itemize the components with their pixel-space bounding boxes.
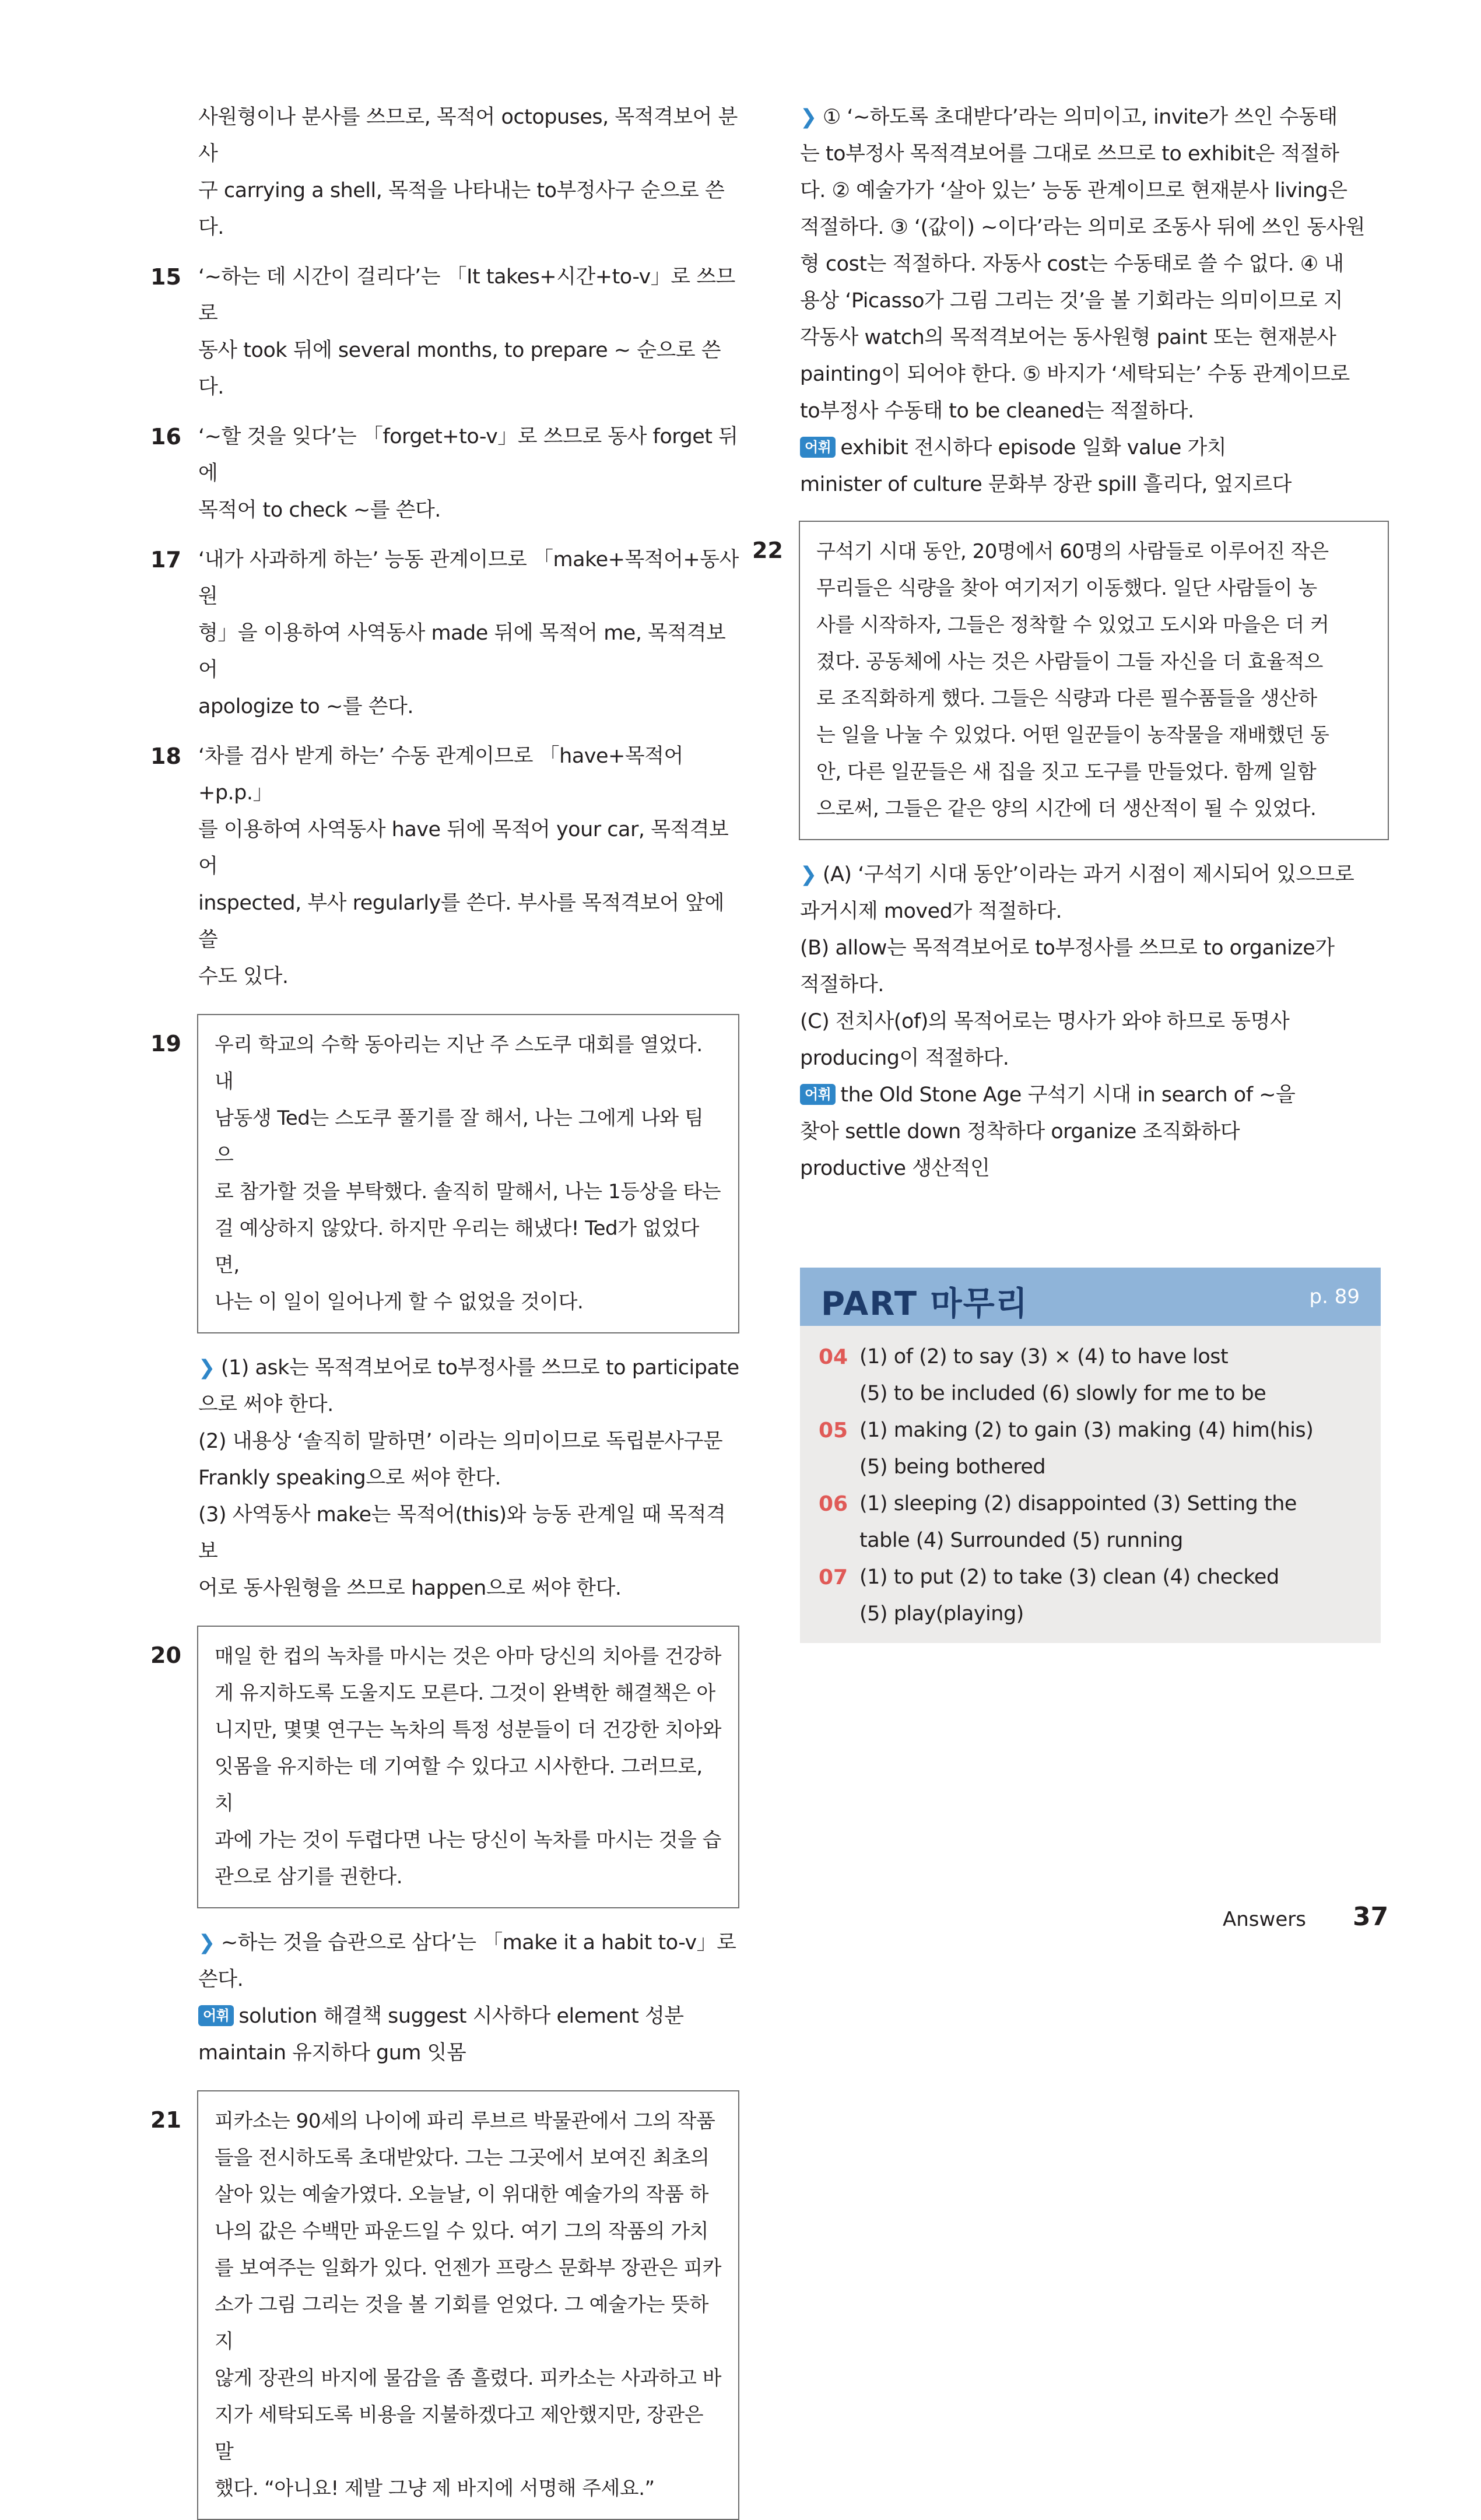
answer-line: ‘~하는 데 시간이 걸리다’는 「It takes+시간+to-v」로 쓰므로	[198, 265, 735, 325]
explanation-line: Frankly speaking으로 써야 한다.	[198, 1466, 501, 1490]
answer-line: (1) of (2) to say (3) × (4) to have lost	[859, 1345, 1229, 1368]
question-number: 16	[150, 424, 181, 450]
translation-line: 소가 그림 그리는 것을 볼 기회를 얻었다. 그 예술가는 뜻하지	[215, 2293, 708, 2353]
explanation-line: 는 to부정사 목적격보어를 그대로 쓰므로 to exhibit은 적절하	[800, 142, 1339, 166]
explanation-line: (B) allow는 목적격보어로 to부정사를 쓰므로 to organize가	[800, 936, 1335, 960]
explanation-line: ❯ ① ‘~하도록 초대받다’라는 의미이고, invite가 쓰인 수동태	[800, 106, 1338, 129]
explanation-line: producing이 적절하다.	[800, 1047, 1009, 1070]
question-20	[150, 1626, 739, 2072]
translation-box	[197, 1014, 739, 1333]
answer-line: ‘차를 검사 받게 하는’ 수동 관계이므로 「have+목적어+p.p.」	[198, 745, 683, 805]
translation-box	[799, 521, 1389, 840]
translation-box	[197, 2090, 739, 2520]
question-number: 19	[150, 1031, 181, 1057]
translation-line: 피카소는 90세의 나이에 파리 루브르 박물관에서 그의 작품	[215, 2110, 715, 2133]
question-22	[752, 521, 1389, 840]
answer-line: ‘~할 것을 잊다’는 「forget+to-v」로 쓰므로 동사 forget 뒤에	[198, 425, 738, 485]
vocab-line: 어휘 solution 해결책 suggest 시사하다 element 성분	[198, 1998, 739, 2035]
answer-line: table (4) Surrounded (5) running	[859, 1529, 1183, 1552]
answer-line: (1) making (2) to gain (3) making (4) him(his)	[859, 1419, 1314, 1442]
translation-line: 나의 값은 수백만 파운드일 수 있다. 여기 그의 작품의 가치	[215, 2220, 708, 2243]
question-number: 21	[150, 2107, 181, 2133]
explanation-line: 각동사 watch의 목적격보어는 동사원형 paint 또는 현재분사	[800, 326, 1336, 349]
explanation-line: 쓴다.	[198, 1968, 244, 1991]
arrow-icon: ❯	[800, 106, 817, 129]
explanation-line: painting이 되어야 한다. ⑤ 바지가 ‘세탁되는’ 수동 관계이므로	[800, 363, 1350, 386]
translation-line: 나는 이 일이 일어나게 할 수 없었을 것이다.	[215, 1290, 584, 1314]
translation-line: 로 참가할 것을 부탁했다. 솔직히 말해서, 나는 1등상을 타는	[215, 1180, 721, 1203]
answer-group	[819, 1339, 1381, 1412]
translation-line: 매일 한 컵의 녹차를 마시는 것은 아마 당신의 치아를 건강하	[215, 1645, 722, 1668]
question-16	[150, 419, 739, 529]
answer-number: 04	[819, 1345, 848, 1369]
translation-line: 니지만, 몇몇 연구는 녹차의 특정 성분들이 더 건강한 치아와	[215, 1718, 722, 1742]
explanation-line: to부정사 수동태 to be cleaned는 적절하다.	[800, 399, 1194, 423]
vocab-tag: 어휘	[800, 437, 836, 458]
question-number: 20	[150, 1642, 181, 1668]
translation-line: 했다. “아니요! 제발 그냥 제 바지에 서명해 주세요.”	[215, 2477, 655, 2500]
answer-line: (5) to be included (6) slowly for me to be	[859, 1382, 1266, 1405]
arrow-icon: ❯	[198, 1356, 215, 1380]
q21-explanation-block	[800, 99, 1389, 503]
translation-line: 않게 장관의 바지에 물감을 좀 흘렸다. 피카소는 사과하고 바	[215, 2367, 722, 2390]
left-column	[150, 99, 739, 2520]
translation-line: 구석기 시대 동안, 20명에서 60명의 사람들로 이루어진 작은	[816, 540, 1329, 563]
answer-line: (1) to put (2) to take (3) clean (4) checked	[859, 1566, 1279, 1589]
answer-number: 05	[819, 1419, 848, 1442]
vocab-line: minister of culture 문화부 장관 spill 흘리다, 엎지르다	[800, 473, 1292, 496]
question-19	[150, 1014, 739, 1607]
translation-box	[197, 1626, 739, 1908]
explanation-line: 용상 ‘Picasso가 그림 그리는 것’을 볼 기회라는 의미이므로 지	[800, 289, 1343, 313]
translation-line: 잇몸을 유지하는 데 기여할 수 있다고 시사한다. 그러므로, 치	[215, 1755, 703, 1815]
answer-line: ‘내가 사과하게 하는’ 능동 관계이므로 「make+목적어+동사원	[198, 548, 739, 608]
answer-line: inspected, 부사 regularly를 쓴다. 부사를 목적격보어 앞에 쓸	[198, 892, 724, 952]
explanation-line: (C) 전치사(of)의 목적어로는 명사가 와야 하므로 동명사	[800, 1010, 1290, 1033]
translation-line: 남동생 Ted는 스도쿠 풀기를 잘 해서, 나는 그에게 나와 팀으	[215, 1107, 704, 1167]
translation-line: 졌다. 공동체에 사는 것은 사람들이 그들 자신을 더 효율적으	[816, 650, 1324, 673]
explanation-line: 다. ② 예술가가 ‘살아 있는’ 능동 관계이므로 현재분사 living은	[800, 179, 1347, 202]
vocab-line: 어휘 exhibit 전시하다 episode 일화 value 가치	[800, 430, 1389, 466]
answer-number: 07	[819, 1566, 848, 1589]
translation-line: 살아 있는 예술가였다. 오늘날, 이 위대한 예술가의 작품 하	[215, 2183, 708, 2206]
explanation-line: (2) 내용상 ‘솔직히 말하면’ 이라는 의미이므로 독립분사구문	[198, 1430, 723, 1453]
question-number: 18	[150, 743, 181, 769]
translation-line: 걸 예상하지 않았다. 하지만 우리는 해냈다! Ted가 없었다면,	[215, 1217, 699, 1277]
translation-line: 우리 학교의 수학 동아리는 지난 주 스도쿠 대회를 열었다. 내	[215, 1033, 703, 1093]
answer-number: 06	[819, 1492, 848, 1516]
part-page-ref: p. 89	[1309, 1285, 1360, 1308]
answer-line: 를 이용하여 사역동사 have 뒤에 목적어 your car, 목적격보어	[198, 818, 729, 878]
part-title: PART 마무리	[821, 1285, 1029, 1323]
question-18	[150, 738, 739, 995]
vocab-line: 어휘 the Old Stone Age 구석기 시대 in search of ~을	[800, 1077, 1389, 1114]
q22-explanation-block	[800, 857, 1389, 1187]
explanation-block	[150, 1350, 739, 1607]
answer-line: (1) sleeping (2) disappointed (3) Setting the	[859, 1492, 1297, 1515]
vocab-line: productive 생산적인	[800, 1157, 990, 1180]
part-header	[800, 1268, 1381, 1326]
explanation-line: 형 cost는 적절하다. 자동사 cost는 수동태로 쓸 수 없다. ④ 내	[800, 252, 1344, 276]
part-answers	[800, 1326, 1381, 1643]
footer-label: Answers	[1223, 1908, 1306, 1931]
vocab-line: 찾아 settle down 정착하다 organize 조직화하다	[800, 1120, 1240, 1143]
explanation-block	[150, 1925, 739, 2072]
translation-line: 들을 전시하도록 초대받았다. 그는 그곳에서 보여진 최초의	[215, 2146, 710, 2170]
translation-line: 과에 가는 것이 두렵다면 나는 당신이 녹차를 마시는 것을 습	[215, 1828, 722, 1852]
explanation-line: 으로 써야 한다.	[198, 1393, 334, 1416]
translation-line: 안, 다른 일꾼들은 새 집을 짓고 도구를 만들었다. 함께 일함	[816, 760, 1317, 784]
translation-line: 지가 세탁되도록 비용을 지불하겠다고 제안했지만, 장관은 말	[215, 2403, 704, 2463]
explanation-line: 과거시제 moved가 적절하다.	[800, 900, 1062, 923]
question-15	[150, 259, 739, 406]
explanation-line: 적절하다. ③ ‘(값이) ~이다’라는 의미로 조동사 뒤에 쓰인 동사원	[800, 216, 1366, 239]
question-21	[150, 2090, 739, 2520]
explanation-line: ❯ ~하는 것을 습관으로 삼다’는 「make it a habit to-v」로	[198, 1931, 736, 1954]
page-number: 37	[1353, 1902, 1389, 1932]
intro-line-1: 사원형이나 분사를 쓰므로, 목적어 octopuses, 목적격보어 분사	[198, 106, 738, 166]
explanation-line: 적절하다.	[800, 973, 884, 996]
translation-line: 로 조직화하게 했다. 그들은 식량과 다른 필수품들을 생산하	[816, 687, 1317, 710]
translation-line: 는 일을 나눌 수 있었다. 어떤 일꾼들이 농작물을 재배했던 동	[816, 724, 1329, 747]
question-17	[150, 542, 739, 725]
explanation-line: ❯ (1) ask는 목적격보어로 to부정사를 쓰므로 to participate	[198, 1356, 739, 1380]
vocab-line: maintain 유지하다 gum 잇몸	[198, 2041, 466, 2065]
translation-line: 으로써, 그들은 같은 양의 시간에 더 생산적이 될 수 있었다.	[816, 797, 1317, 820]
answer-line: (5) being bothered	[859, 1455, 1046, 1479]
translation-line: 를 보여주는 일화가 있다. 언젠가 프랑스 문화부 장관은 피카	[215, 2256, 722, 2280]
answer-line: apologize to ~를 쓴다.	[198, 695, 413, 718]
answer-group	[819, 1486, 1381, 1559]
vocab-tag: 어휘	[198, 2005, 234, 2026]
intro-block	[150, 99, 739, 246]
translation-line: 게 유지하도록 도울지도 모른다. 그것이 완벽한 해결책은 아	[215, 1682, 715, 1705]
intro-line-2: 구 carrying a shell, 목적을 나타내는 to부정사구 순으로 쓴다.	[198, 179, 725, 239]
question-number: 15	[150, 264, 181, 290]
arrow-icon: ❯	[800, 863, 817, 886]
answer-group	[819, 1559, 1381, 1633]
answer-line: 목적어 to check ~를 쓴다.	[198, 499, 441, 522]
answer-group	[819, 1412, 1381, 1486]
vocab-tag: 어휘	[800, 1084, 836, 1105]
answer-line: 동사 took 뒤에 several months, to prepare ~ 순으로 쓴다.	[198, 339, 721, 399]
translation-line: 사를 시작하자, 그들은 정착할 수 있었고 도시와 마을은 더 커	[816, 613, 1329, 637]
translation-line: 관으로 삼기를 권한다.	[215, 1865, 403, 1889]
question-number: 17	[150, 547, 181, 573]
answer-line: (5) play(playing)	[859, 1602, 1024, 1626]
answer-line: 수도 있다.	[198, 965, 289, 988]
question-number: 22	[752, 538, 783, 563]
translation-line: 무리들은 식량을 찾아 여기저기 이동했다. 일단 사람들이 농	[816, 577, 1317, 600]
arrow-icon: ❯	[198, 1931, 215, 1954]
right-column	[752, 99, 1389, 1187]
answer-line: 형」을 이용하여 사역동사 made 뒤에 목적어 me, 목적격보어	[198, 622, 726, 682]
part-review-box	[800, 1268, 1381, 1643]
explanation-line: 어로 동사원형을 쓰므로 happen으로 써야 한다.	[198, 1577, 622, 1600]
explanation-line: ❯ (A) ‘구석기 시대 동안’이라는 과거 시점이 제시되어 있으므로	[800, 863, 1354, 886]
explanation-line: (3) 사역동사 make는 목적어(this)와 능동 관계일 때 목적격보	[198, 1503, 726, 1563]
